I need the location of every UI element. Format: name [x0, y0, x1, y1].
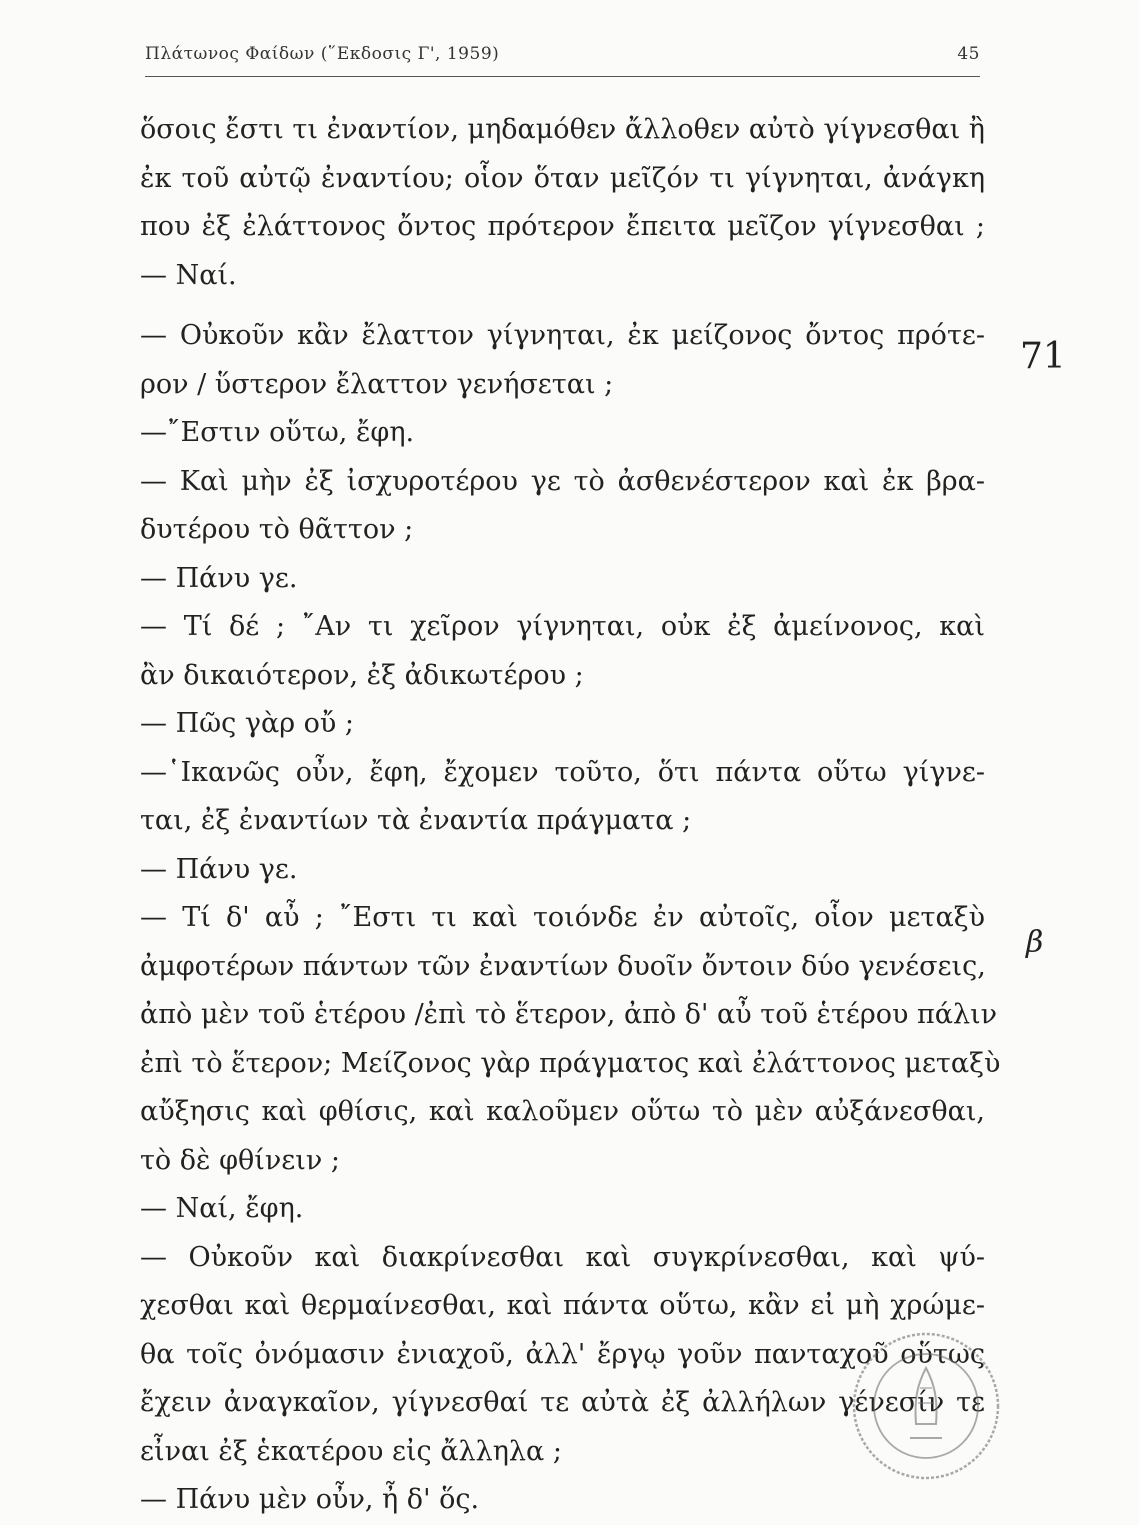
text-line: ἐκ τοῦ αὐτῷ ἐναντίου; οἷον ὅταν μεῖζόν τι γίγνηται, ἀνάγκη — [140, 162, 985, 194]
text-line: αὔξησις καὶ φθίσις, καὶ καλοῦμεν οὕτω τὸ μὲν αὐξάνεσθαι, — [140, 1096, 985, 1127]
header-rule — [145, 76, 980, 77]
text-line: — Ναί. — [140, 259, 237, 291]
page-number: 45 — [957, 44, 980, 64]
text-line: ρον / ὕστερον ἔλαττον γενήσεται ; — [140, 368, 614, 400]
text-line: χεσθαι καὶ θερμαίνεσθαι, καὶ πάντα οὕτω, κἂν εἰ μὴ χρώμε- — [140, 1290, 985, 1321]
text-line: τὸ δὲ φθίνειν ; — [140, 1144, 340, 1176]
text-line: — Πάνυ μὲν οὖν, ἦ δ' ὅς. — [140, 1484, 480, 1515]
text-line: — Πάνυ γε. — [140, 853, 298, 885]
text-line: ται, ἐξ ἐναντίων τὰ ἐναντία πράγματα ; — [140, 805, 692, 836]
header-title: Πλάτωνος Φαίδων (῞Εκδοσις Γ', 1959) — [145, 44, 500, 64]
text-line: ἔχειν ἀναγκαῖον, γίγνεσθαί τε αὐτὰ ἐξ ἀλλήλων γένεσίν τε — [140, 1387, 985, 1418]
margin-ref-71: 71 — [1020, 336, 1066, 377]
library-stamp-icon — [848, 1328, 1004, 1484]
text-line: — Οὐκοῦν καὶ διακρίνεσθαι καὶ συγκρίνεσθαι, καὶ ψύ- — [140, 1241, 985, 1273]
text-line: — Τί δ' αὖ ; ῎Εστι τι καὶ τοιόνδε ἐν αὐτοῖς, οἷον μεταξὺ — [140, 902, 985, 933]
text-line: θα τοῖς ὀνόμασιν ἐνιαχοῦ, ἀλλ' ἔργῳ γοῦν πανταχοῦ οὕτως — [140, 1338, 985, 1370]
text-line: — Τί δέ ; ῎Αν τι χεῖρον γίγνηται, οὐκ ἐξ ἀμείνονος, καὶ — [140, 611, 985, 642]
text-line: —῎Εστιν οὕτω, ἔφη. — [140, 417, 415, 448]
margin-ref-b: β — [1026, 925, 1044, 960]
text-line: που ἐξ ἐλάττονος ὄντος πρότερον ἔπειτα μεῖζον γίγνεσθαι ; — [140, 211, 985, 242]
text-line: εἶναι ἐξ ἑκατέρου εἰς ἄλληλα ; — [140, 1435, 562, 1467]
text-line: ἂν δικαιότερον, ἐξ ἀδικωτέρου ; — [140, 659, 584, 691]
body-text — [140, 106, 1001, 1525]
text-line: — Καὶ μὴν ἐξ ἰσχυροτέρου γε τὸ ἀσθενέστερον καὶ ἐκ βρα- — [140, 465, 985, 497]
text-line: —῾Ικανῶς οὖν, ἔφη, ἔχομεν τοῦτο, ὅτι πάντα οὕτω γίγνε- — [140, 756, 985, 788]
text-line: δυτέρου τὸ θᾶττον ; — [140, 514, 414, 545]
text-line: ὅσοις ἔστι τι ἐναντίον, μηδαμόθεν ἄλλοθεν αὐτὸ γίγνεσθαι ἢ — [140, 114, 985, 145]
text-line: — Πῶς γὰρ οὔ ; — [140, 708, 355, 739]
text-line: — Πάνυ γε. — [140, 562, 298, 594]
text-line: ἀπὸ μὲν τοῦ ἑτέρου /ἐπὶ τὸ ἕτερον, ἀπὸ δ' αὖ τοῦ ἑτέρου πάλιν — [140, 999, 998, 1030]
text-line: — Οὐκοῦν κἂν ἔλαττον γίγνηται, ἐκ μείζονος ὄντος πρότε- — [140, 320, 985, 351]
text-line: ἀμφοτέρων πάντων τῶν ἐναντίων δυοῖν ὄντοιν δύο γενέσεις, — [140, 950, 986, 982]
text-line: — Ναί, ἔφη. — [140, 1193, 304, 1224]
text-line: ἐπὶ τὸ ἕτερον; Μείζονος γὰρ πράγματος καὶ ἐλάττονος μεταξὺ — [140, 1047, 1001, 1079]
running-header — [145, 44, 980, 64]
